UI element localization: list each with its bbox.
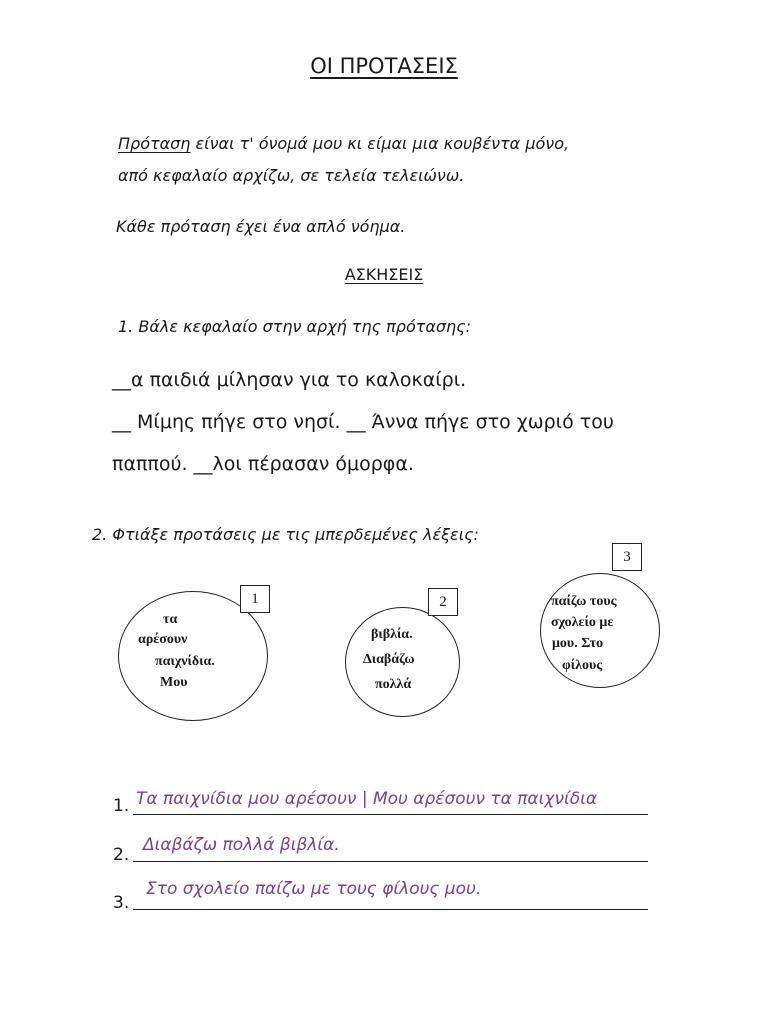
answer-line-1 — [133, 814, 648, 815]
circle-3-word-3: μου. Στο — [552, 636, 604, 651]
page-title — [0, 54, 768, 78]
exercise-2-instruction: 2. Φτιάξε προτάσεις με τις μπερδεμένες λέξεις: — [92, 525, 479, 544]
circle-2-word-1: βιβλία. — [371, 627, 413, 642]
answer-number-1: 1. — [113, 796, 130, 816]
circle-1-word-3: παιχνίδια. — [155, 654, 215, 669]
circle-1-word-1: τα — [163, 612, 178, 627]
circle-2-word-3: πολλά — [375, 677, 412, 692]
circle-3-word-2: σχολείο με — [551, 615, 614, 630]
answer-number-3: 3. — [113, 893, 130, 913]
definition-line-1 — [118, 134, 569, 153]
circle-number-box-1: 1 — [240, 585, 270, 613]
circle-3-word-1: παίζω τους — [551, 594, 617, 609]
definition-line-2: από κεφαλαίο αρχίζω, σε τελεία τελειώνω. — [118, 166, 465, 185]
circle-2-word-2: Διαβάζω — [363, 652, 415, 667]
definition-line-1-rest: είναι τ' όνομά μου κι είμαι μια κουβέντα μόνο, — [190, 134, 570, 153]
circle-1-word-4: Μου — [160, 675, 188, 690]
circle-number-box-2: 2 — [428, 588, 458, 616]
exercise-1-instruction: 1. Βάλε κεφαλαίο στην αρχή της πρότασης: — [118, 317, 471, 336]
exercise-1-line-3: παππού. __λοι πέρασαν όμορφα. — [112, 453, 414, 475]
circle-3-word-4: φίλους — [562, 658, 603, 673]
exercise-1-line-1: __α παιδιά μίλησαν για το καλοκαίρι. — [112, 369, 467, 391]
exercises-heading — [0, 265, 768, 284]
circle-number-box-3: 3 — [612, 543, 642, 571]
answer-text-1: Τα παιχνίδια μου αρέσουν | Μου αρέσουν τα παιχνίδια — [136, 789, 598, 809]
answer-text-2: Διαβάζω πολλά βιβλία. — [143, 835, 340, 855]
page-title-text: ΟΙ ΠΡΟΤΑΣΕΙΣ — [310, 54, 458, 78]
answer-line-2 — [133, 861, 648, 862]
exercise-1-line-2: __ Μίμης πήγε στο νησί. __ Άννα πήγε στο χωριό του — [112, 411, 614, 433]
circle-1-word-2: αρέσουν — [138, 632, 188, 647]
answer-line-3 — [133, 909, 648, 910]
exercises-heading-text: ΑΣΚΗΣΕΙΣ — [344, 265, 424, 284]
answer-text-3: Στο σχολείο παίζω με τους φίλους μου. — [146, 879, 482, 899]
meaning-sentence: Κάθε πρόταση έχει ένα απλό νόημα. — [116, 217, 406, 236]
answer-number-2: 2. — [113, 845, 130, 865]
definition-term: Πρόταση — [118, 134, 191, 153]
